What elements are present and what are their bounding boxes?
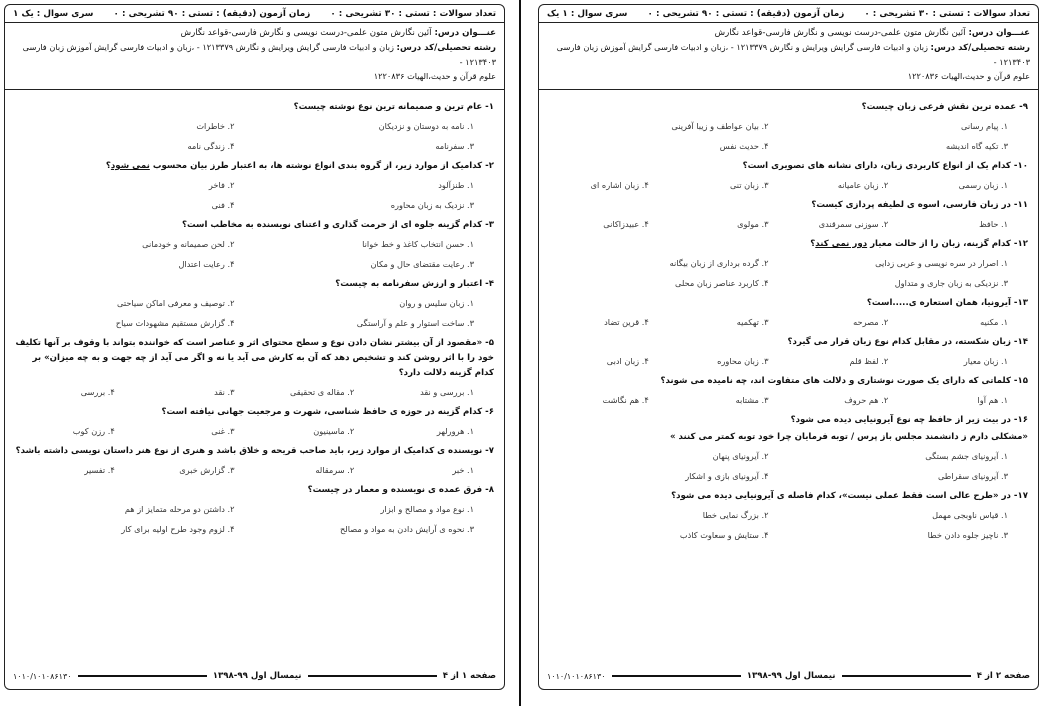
answer-option[interactable]: ۱. زبان سلیس و روان: [399, 298, 474, 308]
page-footer: [13, 669, 496, 683]
question-quote: «مشکلی دارم ز دانشمند مجلس باز پرس / توبه فرمایان چرا خود توبه کمتر می کنند »: [670, 432, 1028, 442]
answer-option[interactable]: ۲. زبان عامیانه: [837, 180, 889, 190]
answer-option[interactable]: ۱. زبان معیار: [963, 356, 1008, 366]
answer-option[interactable]: ۱. زبان رسمی: [958, 180, 1008, 190]
footer-line: [78, 675, 207, 677]
exam-page-1: [4, 4, 505, 690]
semester: نیمسال اول ۹۹-۱۳۹۸: [212, 671, 302, 681]
answer-option[interactable]: ۱. بررسی و نقد: [420, 387, 474, 397]
field-value-1: زبان و ادبیات فارسی گرایش ویرایش و نگارش ۱۲۱۳۳۷۹ - ،زبان و ادبیات فارسی گرایش آموزش زبان فارسی ۱۲۱۳۴۰۳ -: [22, 42, 496, 67]
answer-option[interactable]: ۴. زبان ادبی: [606, 356, 649, 366]
total-questions: تعداد سوالات : تستی : ۳۰ تشریحی : ۰: [330, 8, 496, 19]
answer-options: [549, 510, 1028, 540]
answer-options: [549, 451, 1028, 481]
answer-options: [549, 180, 1028, 190]
question-list: [539, 90, 1038, 540]
question-text-part: ۱۲- کدام گزینه، زبان را از حالت معیار: [867, 239, 1028, 249]
answer-option[interactable]: ۳. گزارش خبری: [179, 465, 235, 475]
question-text: ۳- کدام گزینه جلوه ای از حرمت گذاری و اعتنای نویسنده به مخاطب است؟: [181, 220, 494, 230]
footer-line: [612, 675, 741, 677]
answer-option[interactable]: ۱. قیاس ناوبجی مهمل: [932, 510, 1008, 520]
field-label: رشته تحصیلی/کد درس:: [930, 43, 1030, 53]
page-number: صفحه ۲ از ۴: [976, 671, 1030, 681]
answer-options: [15, 465, 494, 475]
answer-option[interactable]: ۱. نوع مواد و مصالح و ابزار: [380, 504, 474, 514]
answer-option[interactable]: ۲. مصرحه: [853, 317, 889, 327]
answer-option[interactable]: ۲. ماسینیون: [313, 426, 355, 436]
question: [15, 405, 494, 436]
exam-time: زمان آزمون (دقیقه) : تستی : ۹۰ تشریحی : ۰: [113, 8, 311, 19]
exam-time: زمان آزمون (دقیقه) : تستی : ۹۰ تشریحی : ۰: [647, 8, 845, 19]
answer-option[interactable]: ۲. لفظ قلم: [849, 356, 889, 366]
answer-option[interactable]: ۲. بزرگ نمایی خطا: [702, 510, 769, 520]
exam-code: ۱۰۱۰/۱۰۱۰۸۶۱۳۰: [547, 671, 606, 681]
answer-options: [549, 219, 1028, 229]
answer-options: [15, 121, 494, 151]
exam-code: ۱۰۱۰/۱۰۱۰۸۶۱۳۰: [13, 671, 72, 681]
answer-options: [549, 356, 1028, 366]
answer-option[interactable]: ۴. کاربرد عناصر زبان محلی: [675, 278, 769, 288]
answer-option[interactable]: ۳. آیرونیای سقراطی: [937, 471, 1008, 481]
answer-option[interactable]: ۳. نحوه ی آرایش دادن به مواد و مصالح: [339, 524, 474, 534]
question: [15, 336, 494, 397]
answer-option[interactable]: ۴. زندگی نامه: [187, 141, 235, 151]
question-text-part: ؟: [105, 161, 111, 171]
series-label: سری سوال : ۱ یک: [547, 8, 628, 19]
semester: نیمسال اول ۹۹-۱۳۹۸: [746, 671, 836, 681]
answer-option[interactable]: ۲. مقاله ی تحقیقی: [289, 387, 355, 397]
answer-option[interactable]: ۱. آیرونیای جشم بستگی: [925, 451, 1008, 461]
answer-option[interactable]: ۳. تکیه گاه اندیشه: [946, 141, 1008, 151]
answer-option[interactable]: ۴. عبیدزاکانی: [603, 219, 649, 229]
answer-options: [15, 387, 494, 397]
question-text: ۴- اعتبار و ارزش سفرنامه به چیست؟: [335, 279, 494, 289]
answer-option[interactable]: ۱. هرورلهر: [436, 426, 474, 436]
series-label: سری سوال : یک ۱: [13, 8, 94, 19]
answer-option[interactable]: ۴. قرین تضاد: [604, 317, 649, 327]
answer-option[interactable]: ۳. زبان محاوره: [717, 356, 769, 366]
question: [15, 277, 494, 328]
answer-option[interactable]: ۴. تفسیر: [84, 465, 115, 475]
answer-option[interactable]: ۲. لحن صمیمانه و خودمانی: [142, 239, 235, 249]
answer-options: [549, 317, 1028, 327]
page-divider: [519, 0, 521, 706]
answer-option[interactable]: ۱. هم آوا: [977, 395, 1008, 405]
answer-option[interactable]: ۴. رعایت اعتدال: [178, 259, 235, 269]
question: [549, 296, 1028, 327]
question-text-part: ۲- کدامیک از موارد زیر، از گروه بندی انواع نوشته ها، به اعتبار طرز بیان محسوب: [149, 161, 494, 171]
answer-option[interactable]: ۲. توصیف و معرفی اماکن سیاحتی: [117, 298, 235, 308]
question: [549, 335, 1028, 366]
question-text: [549, 237, 1028, 252]
answer-option[interactable]: ۴. گزارش مستقیم مشهودات سیاح: [115, 318, 235, 328]
answer-options: [549, 121, 1028, 151]
answer-option[interactable]: ۴. رزن کوب: [72, 426, 115, 436]
answer-option[interactable]: ۱. طنزآلود: [438, 180, 474, 190]
answer-option[interactable]: ۲. گرده برداری از زبان بیگانه: [669, 258, 769, 268]
question: [549, 413, 1028, 481]
field-value-1: زبان و ادبیات فارسی گرایش ویرایش و نگارش ۱۲۱۳۳۷۹ - ،زبان و ادبیات فارسی گرایش آموزش زبان فارسی ۱۲۱۳۴۰۳ -: [556, 42, 1030, 67]
answer-option[interactable]: ۳. ناچیز جلوه دادن خطا: [927, 530, 1008, 540]
question-text: ۱۱- در زبان فارسی، اسوه ی لطیفه پردازی کیست؟: [811, 200, 1028, 210]
question: [15, 218, 494, 269]
exam-header: [539, 5, 1038, 83]
answer-option[interactable]: ۱. نامه به دوستان و نزدیکان: [378, 121, 474, 131]
answer-option[interactable]: ۳. ساخت استوار و علم و آراستگی: [356, 318, 474, 328]
question: [15, 483, 494, 534]
field-value-2: علوم قرآن و حدیث،الهیات ۱۲۲۰۸۳۶: [907, 71, 1030, 81]
question-text: ۹- عمده ترین نقش فرعی زبان چیست؟: [861, 102, 1028, 112]
question-text-part: ؟: [810, 239, 816, 249]
answer-options: [15, 426, 494, 436]
question: [15, 159, 494, 210]
answer-option[interactable]: ۱. اصرار در سره نویسی و عربی زدایی: [875, 258, 1008, 268]
course-label: عنـــوان درس:: [968, 28, 1030, 38]
question: [549, 100, 1028, 151]
question-list: [5, 90, 504, 534]
answer-option[interactable]: ۴. فنی: [211, 200, 235, 210]
answer-option[interactable]: ۳. رعایت مقتضای حال و مکان: [370, 259, 474, 269]
question-text: ۶- کدام گزینه در حوزه ی حافظ شناسی، شهرت و مرجعیت جهانی نیافته است؟: [161, 407, 494, 417]
course-title-row: [547, 26, 1030, 40]
answer-option[interactable]: ۲. بیان عواطف و زیبا آفرینی: [671, 121, 769, 131]
question: [549, 198, 1028, 229]
question: [549, 237, 1028, 288]
answer-options: [15, 180, 494, 210]
answer-option[interactable]: ۳. نزدیک به زبان محاوره: [390, 200, 474, 210]
question-text-underlined: نمی شود: [110, 161, 150, 171]
answer-options: [15, 298, 494, 328]
field-value-2: علوم قرآن و حدیث،الهیات ۱۲۲۰۸۳۶: [373, 71, 496, 81]
answer-option[interactable]: ۳. نزدیکی به زبان جاری و متداول: [894, 278, 1008, 288]
answer-option[interactable]: ۱. خبر: [452, 465, 474, 475]
question: [15, 444, 494, 475]
answer-option[interactable]: ۴. ستایش و سعاوت کاذب: [679, 530, 769, 540]
answer-option[interactable]: ۳. تهکمیه: [736, 317, 769, 327]
answer-option[interactable]: ۳. زبان تنی: [729, 180, 769, 190]
answer-option[interactable]: ۲. داشتن دو مرحله متمایز از هم: [124, 504, 235, 514]
answer-option[interactable]: ۲. هم حروف: [844, 395, 889, 405]
question-text: ۱- عام ترین و صمیمانه ترین نوع نوشته چیست؟: [293, 102, 494, 112]
answer-options: [15, 239, 494, 269]
course-value: آئین نگارش متون علمی-درست نویسی و نگارش فارسی-قواعد نگارش: [714, 28, 966, 38]
header-top-row: [5, 5, 504, 23]
question-text: ۱۴- زبان شکسته، در مقابل کدام نوع زبان قرار می گیرد؟: [787, 337, 1028, 347]
question-text: ۷- نویسنده ی کدامیک از موارد زیر، باید صاحب قریحه و خلاق باشد و هنری از نوع هنر داستان نویسی داشته باشد؟: [15, 446, 494, 456]
question-text: ۱۷- در «طرح عالی است فقط عملی نیست»، کدام فاصله ی آیرونیایی دیده می شود؟: [671, 491, 1028, 501]
footer-line: [842, 675, 971, 677]
field-row: [547, 40, 1030, 69]
course-value: آئین نگارش متون علمی-درست نویسی و نگارش فارسی-قواعد نگارش: [180, 28, 432, 38]
answer-option[interactable]: ۲. سوزنی سمرقندی: [818, 219, 889, 229]
page-footer: [547, 669, 1030, 683]
answer-option[interactable]: ۴. حدیث نفس: [719, 141, 769, 151]
exam-page-2: [538, 4, 1039, 690]
answer-option[interactable]: ۲. خاطرات: [196, 121, 235, 131]
question: [549, 374, 1028, 405]
answer-option[interactable]: ۱. مکنیه: [980, 317, 1008, 327]
answer-option[interactable]: ۴. لزوم وجود طرح اولیه برای کار: [121, 524, 235, 534]
question-text: ۵- «مقصود از آن بیشتر نشان دادن نوع و سطح محتوای اثر و عناصر است که خواننده بتواند با وقوف بر آنها تکلیف خود را با اثر روشن کند و تشخیص دهد که آن به کارش می آید یا نه و اگر می آید از چه جهت و به چه میزان» بر کدام گزینه دلالت دارد؟: [15, 338, 494, 378]
question-text: ۸- فرق عمده ی نویسنده و معمار در چیست؟: [307, 485, 494, 495]
answer-option[interactable]: ۳. غنی: [211, 426, 235, 436]
question: [549, 159, 1028, 190]
footer-line: [308, 675, 437, 677]
field-row: [13, 40, 496, 69]
answer-options: [15, 504, 494, 534]
question: [15, 100, 494, 151]
course-label: عنـــوان درس:: [434, 28, 496, 38]
answer-option[interactable]: ۱. حسن انتخاب کاغذ و خط خوانا: [362, 239, 474, 249]
answer-option[interactable]: ۴. آیرونیای بازی و اشکار: [685, 471, 769, 481]
total-questions: تعداد سوالات : تستی : ۳۰ تشریحی : ۰: [864, 8, 1030, 19]
answer-option[interactable]: ۴. زبان اشاره ای: [590, 180, 649, 190]
question-text-underlined: دور نمی کند: [815, 239, 868, 249]
answer-options: [549, 258, 1028, 288]
exam-header: [5, 5, 504, 83]
question-text: ۱۶- در بیت زیر از حافظ چه نوع آیرونیایی دیده می شود؟: [790, 415, 1028, 425]
answer-option[interactable]: ۲. آیرونیای پنهان: [712, 451, 769, 461]
page-number: صفحه ۱ از ۴: [442, 671, 496, 681]
answer-option[interactable]: ۲. فاخر: [208, 180, 235, 190]
course-title-row: [13, 26, 496, 40]
answer-option[interactable]: ۳. نقد: [214, 387, 235, 397]
answer-option[interactable]: ۴. هم نگاشت: [602, 395, 649, 405]
answer-option[interactable]: ۱. پیام رسانی: [961, 121, 1008, 131]
answer-options: [549, 395, 1028, 405]
answer-option[interactable]: ۳. مولوی: [737, 219, 769, 229]
answer-option[interactable]: ۴. بررسی: [80, 387, 115, 397]
question-text: ۱۳- آیرونیا، همان استعاره ی.....است؟: [866, 298, 1028, 308]
question-text: ۱۰- کدام یک از انواع کاربردی زبان، دارای نشانه های تصویری است؟: [742, 161, 1028, 171]
field-label: رشته تحصیلی/کد درس:: [396, 43, 496, 53]
question-text: [15, 159, 494, 174]
answer-option[interactable]: ۳. سفرنامه: [435, 141, 474, 151]
header-top-row: [539, 5, 1038, 23]
answer-option[interactable]: ۳. مشتابه: [735, 395, 769, 405]
question-text: ۱۵- کلماتی که دارای یک صورت نوشتاری و دلالت های متفاوت اند، چه نامیده می شوند؟: [660, 376, 1028, 386]
answer-option[interactable]: ۲. سرمقاله: [315, 465, 355, 475]
answer-option[interactable]: ۱. حافظ: [979, 219, 1008, 229]
question: [549, 489, 1028, 540]
